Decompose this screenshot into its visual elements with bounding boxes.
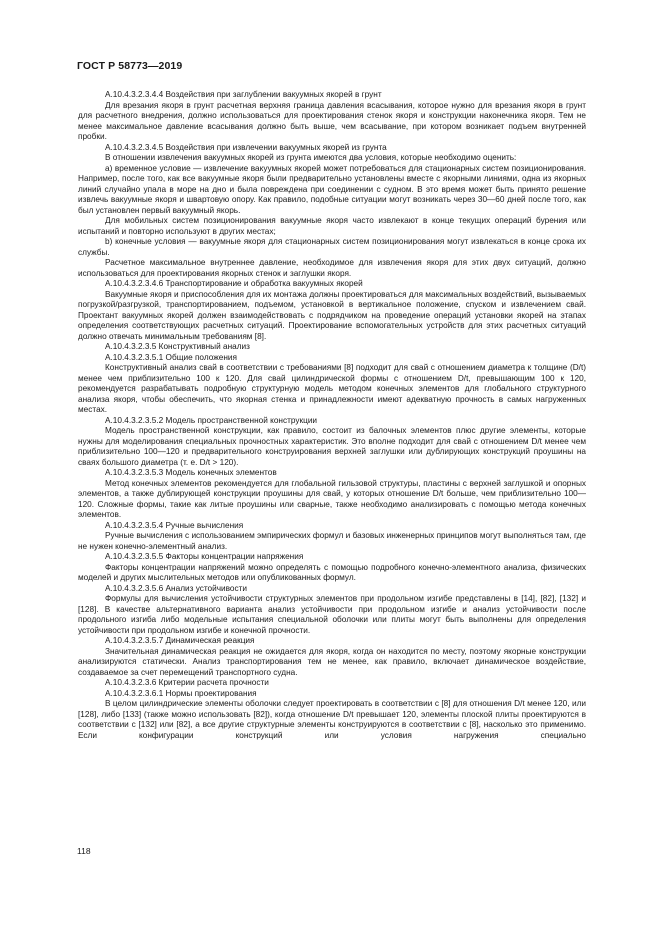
- clause-heading: А.10.4.3.2.3.4.5 Воздействия при извлечении вакуумных якорей из грунта: [105, 142, 387, 152]
- body-paragraph: Модель пространственной конструкции, как правило, состоит из балочных элементов плюс другие элементы, которые нужны для моделирования специальных прочностных характеристик. Это вполне подходит для свай с отношением D/t менее чем приблизительно 100—120 и предварительного конструирования верхней заглушки или дублирующих конструкций проушины на сваях большого диаметра (т. е. D/t > 120).: [78, 426, 586, 467]
- body-paragraph: Факторы концентрации напряжений можно определять с помощью подробного конечно-элементного анализа, физических моделей и других мыслительных методов или опубликованных формул.: [78, 562, 586, 582]
- page-number: 118: [77, 846, 91, 856]
- clause-heading: А.10.4.3.2.3.4.6 Транспортирование и обработка вакуумных якорей: [105, 279, 363, 288]
- clause-heading: А.10.4.3.2.3.4.4 Воздействия при заглублении вакуумных якорей в грунт: [105, 90, 382, 99]
- body-paragraph: В целом цилиндрические элементы оболочки следует проектировать в соответствии с [8] для отношения D/t менее 120, или [128], либо [133] (также можно использовать [82]), когда отношение D/t превышает 120, элементы плоской плиты проектируются в соответствии с [132] или [82], а все другие структурные элементы конструируются в соответствии с [8], насколько это применимо. Если конфигурации конструкций или условия нагружения специально: [78, 699, 586, 740]
- body-paragraph: Ручные вычисления с использованием эмпирических формул и базовых инженерных принципов могут выполняться там, где не нужен конечно-элементный анализ.: [78, 531, 586, 551]
- page-body: [78, 90, 586, 741]
- clause-heading: А.10.4.3.2.3.5.4 Ручные вычисления: [105, 520, 244, 530]
- clause-heading: А.10.4.3.2.3.6.1 Нормы проектирования: [105, 688, 257, 698]
- clause-heading: А.10.4.3.2.3.5.1 Общие положения: [105, 352, 237, 362]
- clause-heading: А.10.4.3.2.3.5.3 Модель конечных элементов: [105, 468, 277, 477]
- list-item: b) конечные условия — вакуумные якоря для стационарных систем позиционирования могут извлекаться в конце срока их службы.: [78, 237, 586, 257]
- clause-heading: А.10.4.3.2.3.6 Критерии расчета прочности: [105, 678, 269, 687]
- clause-heading: А.10.4.3.2.3.5.7 Динамическая реакция: [105, 636, 255, 645]
- body-paragraph: Для мобильных систем позиционирования вакуумные якоря часто извлекают в конце текущих операций бурения или испытаний и повторно используют в других местах;: [78, 216, 586, 236]
- body-paragraph: Для врезания якоря в грунт расчетная верхняя граница давления всасывания, которое нужно для врезания якоря в грунт для расчетного внедрения, должно использоваться для проектирования стенок якоря и конструкции наконечника якоря. Тем не менее максимальное давление всасывания должно быть выше, чем всасывание, при котором возникает подъем внутренней пробки.: [78, 100, 586, 141]
- body-paragraph: Метод конечных элементов рекомендуется для глобальной гильзовой структуры, пластины с верхней заглушкой и опорных элементов, а также дублирующей конструкции проушины для свай, у которых отношение D/t больше, чем приблизительно 100—120. Сложные формы, такие как литые проушины или сварные, также необходимо анализировать с помощью метода конечных элементов.: [78, 478, 586, 519]
- body-paragraph: Формулы для вычисления устойчивости структурных элементов при продольном изгибе представлены в [14], [82], [132] и [128]. В качестве альтернативного варианта анализ устойчивости при продольном изгибе и анализ устойчивости после продольного изгиба либо модельные испытания специальной оболочки или плиты могут быть выполнены для определения устойчивости при продольном изгибе и конечной прочности.: [78, 594, 586, 635]
- clause-heading: А.10.4.3.2.3.5.2 Модель пространственной конструкции: [105, 415, 318, 425]
- standard-header: ГОСТ Р 58773—2019: [77, 60, 183, 72]
- list-item: a) временное условие — извлечение вакуумных якорей может потребоваться для стационарных систем позиционирования. Например, после того, как все вакуумные якоря были предварительно установлены вместе с якорными линиями, одна из якорных линий случайно упала в море на дно и была повреждена при соединении с судном. В это время может быть принято решение извлечь вакуумные якоря и швартовую опору. Как правило, подобные ситуации могут возникать через 30—60 дней после того, как был установлен первый вакуумный якорь.: [78, 163, 586, 215]
- body-paragraph: Значительная динамическая реакция не ожидается для якоря, когда он находится по месту, поэтому якорные конструкции анализируются статически. Анализ транспортирования тем не менее, как правило, включает динамическое воздействие, создаваемое за счет перемещений транспортного судна.: [78, 646, 586, 677]
- clause-heading: А.10.4.3.2.3.5.5 Факторы концентрации напряжения: [105, 552, 304, 561]
- body-paragraph: Вакуумные якоря и приспособления для их монтажа должны проектироваться для максимальных воздействий, вызываемых погрузкой/разгрузкой, транспортированием, подъемом, установкой в вертикальное положение, спуском и извлечением свай. Проектант вакуумных якорей должен взаимодействовать с подрядчиком на проведение операций установки якорей на этапах определения соответствующих расчетных ситуаций. Проектирование вспомогательных устройств для этих расчетных ситуаций должно отвечать минимальным требованиям [8].: [78, 289, 586, 341]
- clause-heading: А.10.4.3.2.3.5.6 Анализ устойчивости: [105, 583, 248, 593]
- body-paragraph: В отношении извлечения вакуумных якорей из грунта имеются два условия, которые необходимо оценить:: [105, 153, 517, 162]
- body-paragraph: Расчетное максимальное внутреннее давление, необходимое для извлечения якоря для этих двух ситуаций, должно использоваться для проектирования якорных стенок и заглушки якоря.: [78, 258, 586, 278]
- body-paragraph: Конструктивный анализ свай в соответствии с требованиями [8] подходит для свай с отношением диаметра к толщине (D/t) менее чем приблизительно 100 к 120. Для свай цилиндрической формы с отношением D/t, превышающим 100 к 120, рекомендуется разрабатывать подробную структурную модель методом конечных элементов для глобального структурного анализа якоря, чтобы обеспечить, что якорная стенка и принадлежности имеют адекватную прочность в самых нагруженных местах.: [78, 363, 586, 414]
- clause-heading: А.10.4.3.2.3.5 Конструктивный анализ: [105, 342, 250, 351]
